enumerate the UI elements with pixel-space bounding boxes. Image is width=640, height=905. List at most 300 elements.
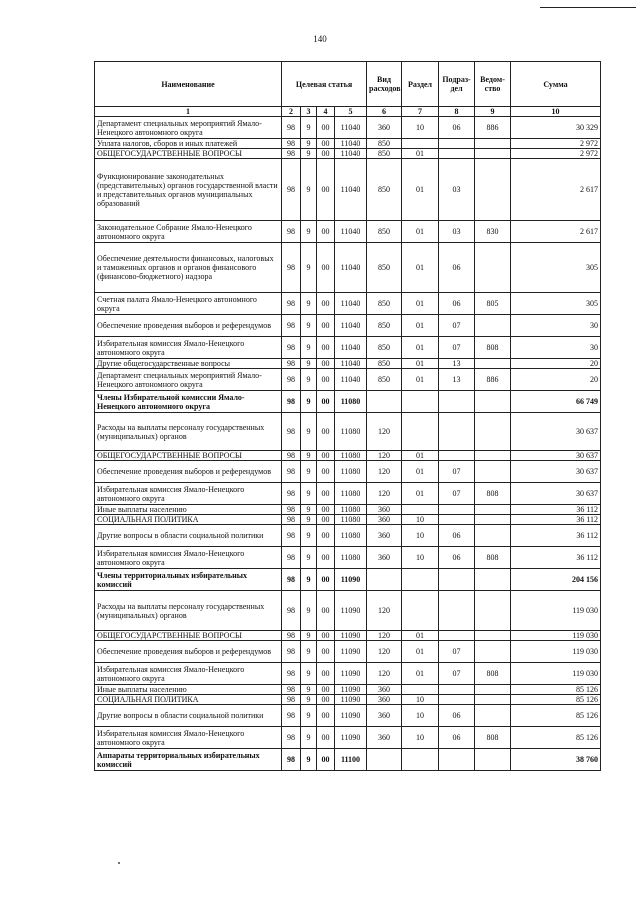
target-code-3: 00 [317, 359, 335, 369]
row-name-cell: Иные выплаты населению [95, 505, 282, 515]
target-code-3: 00 [317, 547, 335, 569]
target-code-2: 9 [301, 705, 317, 727]
section-cell: 10 [402, 705, 439, 727]
row-name-cell: Департамент специальных мероприятий Ямало-Ненецкого автономного округа [95, 117, 282, 139]
row-name-cell: Законодательное Собрание Ямало-Ненецкого автономного округа [95, 221, 282, 243]
row-name-cell: ОБЩЕГОСУДАРСТВЕННЫЕ ВОПРОСЫ [95, 631, 282, 641]
target-code-3: 00 [317, 685, 335, 695]
expense-kind-cell: 850 [367, 221, 402, 243]
department-cell: 805 [475, 293, 511, 315]
target-code-2: 9 [301, 727, 317, 749]
department-cell [475, 525, 511, 547]
target-code-2: 9 [301, 591, 317, 631]
target-code-2: 9 [301, 663, 317, 685]
target-code-3: 00 [317, 569, 335, 591]
subsection-cell: 06 [439, 705, 475, 727]
target-code-1: 98 [282, 117, 301, 139]
target-code-2: 9 [301, 547, 317, 569]
target-code-1: 98 [282, 451, 301, 461]
department-cell [475, 159, 511, 221]
target-code-1: 98 [282, 641, 301, 663]
row-name-cell: Счетная палата Ямало-Ненецкого автономного округа [95, 293, 282, 315]
amount-cell: 85 126 [511, 695, 601, 705]
target-code-2: 9 [301, 337, 317, 359]
table-row [95, 705, 601, 727]
amount-cell: 30 637 [511, 483, 601, 505]
amount-cell: 85 126 [511, 685, 601, 695]
section-cell [402, 139, 439, 149]
table-row [95, 149, 601, 159]
target-code-4: 11080 [335, 505, 367, 515]
subsection-cell [439, 413, 475, 451]
target-code-4: 11090 [335, 685, 367, 695]
amount-cell: 36 112 [511, 547, 601, 569]
target-code-4: 11040 [335, 117, 367, 139]
row-name-cell: Департамент специальных мероприятий Ямало-Ненецкого автономного округа [95, 369, 282, 391]
target-code-4: 11080 [335, 483, 367, 505]
table-row [95, 727, 601, 749]
target-code-4: 11090 [335, 641, 367, 663]
target-code-2: 9 [301, 569, 317, 591]
scan-speck [118, 862, 120, 864]
expense-kind-cell: 850 [367, 243, 402, 293]
table-row [95, 569, 601, 591]
row-name-cell: СОЦИАЛЬНАЯ ПОЛИТИКА [95, 695, 282, 705]
target-code-4: 11090 [335, 727, 367, 749]
expense-kind-cell: 850 [367, 337, 402, 359]
table-row [95, 315, 601, 337]
target-code-3: 00 [317, 461, 335, 483]
target-code-2: 9 [301, 515, 317, 525]
section-cell: 01 [402, 293, 439, 315]
section-cell: 01 [402, 641, 439, 663]
amount-cell: 30 637 [511, 451, 601, 461]
target-code-3: 00 [317, 243, 335, 293]
row-name-cell: Другие вопросы в области социальной политики [95, 525, 282, 547]
table-row [95, 391, 601, 413]
table-row [95, 117, 601, 139]
expense-kind-cell: 360 [367, 117, 402, 139]
subsection-cell [439, 749, 475, 771]
target-code-3: 00 [317, 749, 335, 771]
table-row [95, 221, 601, 243]
row-name-cell: Обеспечение проведения выборов и референдумов [95, 461, 282, 483]
section-cell: 01 [402, 663, 439, 685]
subsection-cell: 13 [439, 369, 475, 391]
target-code-4: 11090 [335, 663, 367, 685]
subsection-cell: 07 [439, 337, 475, 359]
subsection-cell [439, 631, 475, 641]
target-code-1: 98 [282, 149, 301, 159]
section-cell: 10 [402, 515, 439, 525]
department-cell [475, 705, 511, 727]
target-code-1: 98 [282, 705, 301, 727]
header-target: Целевая статья [282, 62, 367, 107]
amount-cell: 2 972 [511, 139, 601, 149]
table-row [95, 293, 601, 315]
table-row [95, 461, 601, 483]
target-code-1: 98 [282, 569, 301, 591]
target-code-2: 9 [301, 293, 317, 315]
target-code-1: 98 [282, 243, 301, 293]
target-code-3: 00 [317, 695, 335, 705]
expense-kind-cell: 120 [367, 631, 402, 641]
target-code-3: 00 [317, 337, 335, 359]
target-code-3: 00 [317, 413, 335, 451]
amount-cell: 2 617 [511, 159, 601, 221]
row-name-cell: Члены Избирательной комиссии Ямало-Ненецкого автономного округа [95, 391, 282, 413]
target-code-1: 98 [282, 547, 301, 569]
row-name-cell: СОЦИАЛЬНАЯ ПОЛИТИКА [95, 515, 282, 525]
section-cell: 01 [402, 221, 439, 243]
department-cell: 808 [475, 547, 511, 569]
section-cell: 01 [402, 359, 439, 369]
target-code-4: 11100 [335, 749, 367, 771]
row-name-cell: Другие вопросы в области социальной политики [95, 705, 282, 727]
target-code-2: 9 [301, 359, 317, 369]
target-code-3: 00 [317, 221, 335, 243]
section-cell [402, 591, 439, 631]
target-code-4: 11040 [335, 293, 367, 315]
target-code-3: 00 [317, 391, 335, 413]
department-cell [475, 641, 511, 663]
amount-cell: 36 112 [511, 505, 601, 515]
target-code-2: 9 [301, 391, 317, 413]
target-code-1: 98 [282, 293, 301, 315]
target-code-4: 11080 [335, 515, 367, 525]
amount-cell: 119 030 [511, 641, 601, 663]
amount-cell: 20 [511, 359, 601, 369]
target-code-1: 98 [282, 413, 301, 451]
table-row [95, 631, 601, 641]
header-section: Раздел [402, 62, 439, 107]
section-cell [402, 749, 439, 771]
department-cell [475, 685, 511, 695]
department-cell: 830 [475, 221, 511, 243]
table-row [95, 369, 601, 391]
target-code-3: 00 [317, 505, 335, 515]
subsection-cell: 07 [439, 663, 475, 685]
department-cell [475, 149, 511, 159]
target-code-3: 00 [317, 641, 335, 663]
target-code-4: 11080 [335, 461, 367, 483]
expense-kind-cell [367, 569, 402, 591]
header-row [95, 62, 601, 107]
table-row [95, 413, 601, 451]
department-cell: 808 [475, 663, 511, 685]
table-row [95, 243, 601, 293]
amount-cell: 66 749 [511, 391, 601, 413]
budget-table [94, 61, 601, 771]
column-number-row [95, 107, 601, 117]
row-name-cell: Обеспечение проведения выборов и референдумов [95, 641, 282, 663]
subsection-cell [439, 685, 475, 695]
section-cell [402, 685, 439, 695]
section-cell [402, 505, 439, 515]
amount-cell: 119 030 [511, 663, 601, 685]
target-code-2: 9 [301, 413, 317, 451]
section-cell: 01 [402, 483, 439, 505]
department-cell [475, 505, 511, 515]
target-code-1: 98 [282, 337, 301, 359]
target-code-2: 9 [301, 749, 317, 771]
target-code-4: 11080 [335, 413, 367, 451]
expense-kind-cell: 360 [367, 685, 402, 695]
table-row [95, 749, 601, 771]
subsection-cell: 03 [439, 159, 475, 221]
target-code-3: 00 [317, 149, 335, 159]
target-code-2: 9 [301, 641, 317, 663]
target-code-2: 9 [301, 505, 317, 515]
target-code-3: 00 [317, 117, 335, 139]
target-code-4: 11090 [335, 591, 367, 631]
target-code-3: 00 [317, 705, 335, 727]
subsection-cell: 03 [439, 221, 475, 243]
subsection-cell: 07 [439, 641, 475, 663]
expense-kind-cell: 360 [367, 505, 402, 515]
section-cell: 01 [402, 159, 439, 221]
amount-cell: 36 112 [511, 525, 601, 547]
department-cell [475, 461, 511, 483]
expense-kind-cell: 360 [367, 695, 402, 705]
expense-kind-cell: 360 [367, 525, 402, 547]
table-row [95, 451, 601, 461]
section-cell: 10 [402, 727, 439, 749]
department-cell [475, 591, 511, 631]
subsection-cell [439, 139, 475, 149]
table-row [95, 685, 601, 695]
table-row [95, 663, 601, 685]
column-number: 1 [95, 107, 282, 117]
target-code-1: 98 [282, 461, 301, 483]
table-row [95, 591, 601, 631]
expense-kind-cell: 850 [367, 359, 402, 369]
section-cell: 01 [402, 369, 439, 391]
row-name-cell: Другие общегосударственные вопросы [95, 359, 282, 369]
amount-cell: 30 637 [511, 413, 601, 451]
department-cell: 808 [475, 337, 511, 359]
target-code-4: 11090 [335, 705, 367, 727]
subsection-cell [439, 695, 475, 705]
target-code-1: 98 [282, 727, 301, 749]
subsection-cell [439, 149, 475, 159]
target-code-2: 9 [301, 461, 317, 483]
header-dept: Ведом-ство [475, 62, 511, 107]
amount-cell: 2 972 [511, 149, 601, 159]
amount-cell: 30 329 [511, 117, 601, 139]
row-name-cell: Расходы на выплаты персоналу государственных (муниципальных) органов [95, 591, 282, 631]
section-cell: 10 [402, 547, 439, 569]
department-cell: 886 [475, 369, 511, 391]
row-name-cell: ОБЩЕГОСУДАРСТВЕННЫЕ ВОПРОСЫ [95, 149, 282, 159]
subsection-cell [439, 569, 475, 591]
department-cell [475, 515, 511, 525]
amount-cell: 305 [511, 293, 601, 315]
target-code-4: 11080 [335, 525, 367, 547]
target-code-3: 00 [317, 451, 335, 461]
target-code-3: 00 [317, 139, 335, 149]
table-row [95, 547, 601, 569]
expense-kind-cell: 360 [367, 515, 402, 525]
target-code-1: 98 [282, 515, 301, 525]
target-code-2: 9 [301, 369, 317, 391]
subsection-cell: 13 [439, 359, 475, 369]
row-name-cell: Аппараты территориальных избирательных комиссий [95, 749, 282, 771]
target-code-1: 98 [282, 685, 301, 695]
amount-cell: 119 030 [511, 591, 601, 631]
subsection-cell: 06 [439, 727, 475, 749]
column-number: 8 [439, 107, 475, 117]
subsection-cell: 07 [439, 315, 475, 337]
target-code-1: 98 [282, 695, 301, 705]
table-row [95, 515, 601, 525]
section-cell: 10 [402, 117, 439, 139]
section-cell: 01 [402, 315, 439, 337]
subsection-cell: 06 [439, 243, 475, 293]
row-name-cell: Обеспечение деятельности финансовых, налоговых и таможенных органов и органов финансового (финансово-бюджетного) надзора [95, 243, 282, 293]
subsection-cell: 07 [439, 461, 475, 483]
target-code-2: 9 [301, 159, 317, 221]
department-cell [475, 315, 511, 337]
department-cell [475, 391, 511, 413]
department-cell [475, 451, 511, 461]
subsection-cell: 07 [439, 483, 475, 505]
subsection-cell: 06 [439, 525, 475, 547]
target-code-2: 9 [301, 221, 317, 243]
subsection-cell: 06 [439, 293, 475, 315]
expense-kind-cell: 120 [367, 663, 402, 685]
expense-kind-cell: 120 [367, 451, 402, 461]
section-cell: 01 [402, 243, 439, 293]
column-number: 6 [367, 107, 402, 117]
subsection-cell: 06 [439, 117, 475, 139]
amount-cell: 2 617 [511, 221, 601, 243]
row-name-cell: Члены территориальных избирательных комиссий [95, 569, 282, 591]
target-code-1: 98 [282, 663, 301, 685]
row-name-cell: Иные выплаты населению [95, 685, 282, 695]
amount-cell: 85 126 [511, 705, 601, 727]
expense-kind-cell: 850 [367, 315, 402, 337]
target-code-4: 11040 [335, 315, 367, 337]
target-code-4: 11040 [335, 369, 367, 391]
table-row [95, 641, 601, 663]
expense-kind-cell: 360 [367, 547, 402, 569]
section-cell: 10 [402, 695, 439, 705]
target-code-2: 9 [301, 685, 317, 695]
section-cell: 01 [402, 461, 439, 483]
section-cell: 10 [402, 525, 439, 547]
row-name-cell: Избирательная комиссия Ямало-Ненецкого автономного округа [95, 337, 282, 359]
table-row [95, 695, 601, 705]
page-number: 140 [313, 34, 327, 44]
target-code-3: 00 [317, 159, 335, 221]
target-code-1: 98 [282, 315, 301, 337]
section-cell: 01 [402, 149, 439, 159]
row-name-cell: Избирательная комиссия Ямало-Ненецкого автономного округа [95, 663, 282, 685]
section-cell [402, 569, 439, 591]
target-code-1: 98 [282, 221, 301, 243]
department-cell [475, 695, 511, 705]
target-code-1: 98 [282, 631, 301, 641]
expense-kind-cell [367, 749, 402, 771]
target-code-2: 9 [301, 451, 317, 461]
amount-cell: 36 112 [511, 515, 601, 525]
amount-cell: 30 [511, 315, 601, 337]
expense-kind-cell: 850 [367, 139, 402, 149]
target-code-4: 11040 [335, 337, 367, 359]
expense-kind-cell: 120 [367, 461, 402, 483]
table-row [95, 159, 601, 221]
target-code-3: 00 [317, 483, 335, 505]
section-cell [402, 391, 439, 413]
amount-cell: 38 760 [511, 749, 601, 771]
target-code-3: 00 [317, 663, 335, 685]
subsection-cell [439, 391, 475, 413]
column-number: 9 [475, 107, 511, 117]
target-code-1: 98 [282, 505, 301, 515]
expense-kind-cell: 360 [367, 727, 402, 749]
column-number: 5 [335, 107, 367, 117]
row-name-cell: Расходы на выплаты персоналу государственных (муниципальных) органов [95, 413, 282, 451]
target-code-4: 11090 [335, 631, 367, 641]
expense-kind-cell: 360 [367, 705, 402, 727]
row-name-cell: ОБЩЕГОСУДАРСТВЕННЫЕ ВОПРОСЫ [95, 451, 282, 461]
target-code-1: 98 [282, 391, 301, 413]
target-code-2: 9 [301, 483, 317, 505]
department-cell: 808 [475, 483, 511, 505]
subsection-cell [439, 451, 475, 461]
target-code-2: 9 [301, 315, 317, 337]
target-code-4: 11040 [335, 159, 367, 221]
amount-cell: 85 126 [511, 727, 601, 749]
row-name-cell: Избирательная комиссия Ямало-Ненецкого автономного округа [95, 547, 282, 569]
target-code-3: 00 [317, 315, 335, 337]
top-rule [540, 7, 636, 8]
section-cell: 01 [402, 451, 439, 461]
target-code-1: 98 [282, 749, 301, 771]
department-cell [475, 569, 511, 591]
department-cell [475, 749, 511, 771]
table-row [95, 483, 601, 505]
target-code-2: 9 [301, 149, 317, 159]
target-code-3: 00 [317, 293, 335, 315]
department-cell [475, 243, 511, 293]
target-code-4: 11080 [335, 451, 367, 461]
target-code-2: 9 [301, 631, 317, 641]
department-cell: 886 [475, 117, 511, 139]
row-name-cell: Функционирование законодательных (представительных) органов государственной власти и представительных органов муниципальных образований [95, 159, 282, 221]
header-subsection: Подраз-дел [439, 62, 475, 107]
expense-kind-cell: 120 [367, 483, 402, 505]
row-name-cell: Уплата налогов, сборов и иных платежей [95, 139, 282, 149]
target-code-4: 11040 [335, 149, 367, 159]
department-cell [475, 139, 511, 149]
target-code-4: 11080 [335, 547, 367, 569]
target-code-4: 11090 [335, 569, 367, 591]
target-code-1: 98 [282, 483, 301, 505]
table-row [95, 139, 601, 149]
expense-kind-cell: 120 [367, 413, 402, 451]
target-code-1: 98 [282, 591, 301, 631]
expense-kind-cell: 120 [367, 641, 402, 663]
target-code-3: 00 [317, 591, 335, 631]
department-cell [475, 359, 511, 369]
subsection-cell [439, 515, 475, 525]
target-code-4: 11080 [335, 391, 367, 413]
target-code-4: 11090 [335, 695, 367, 705]
expense-kind-cell: 850 [367, 149, 402, 159]
amount-cell: 204 156 [511, 569, 601, 591]
